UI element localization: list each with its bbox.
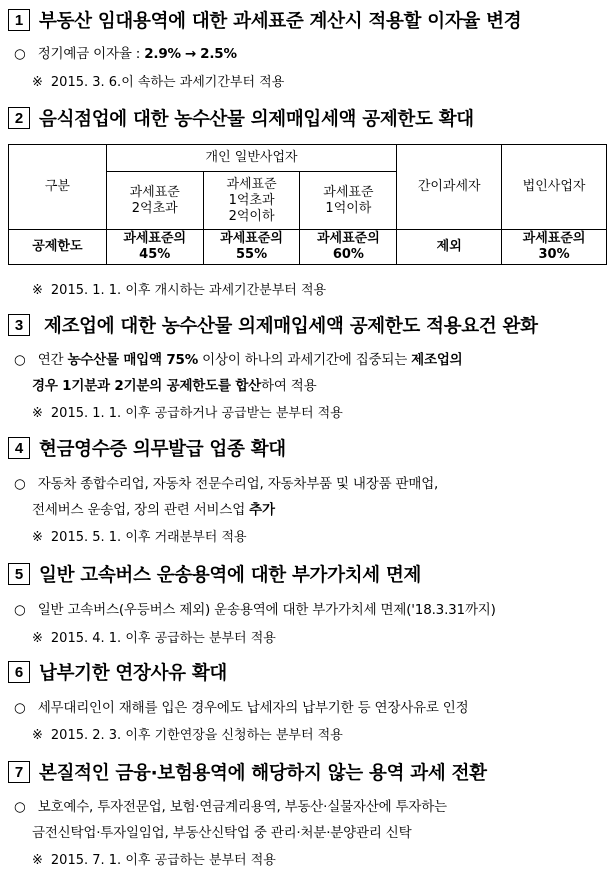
bullet-icon: ○ bbox=[14, 46, 26, 62]
section-2-heading bbox=[8, 106, 474, 130]
bullet-icon: ○ bbox=[14, 602, 26, 618]
table-header-individual: 개인 일반사업자 bbox=[106, 145, 397, 172]
section-number-box: 2 bbox=[8, 107, 30, 129]
table-header-simple: 간이과세자 bbox=[397, 145, 502, 230]
bullet-line: ○ 세무대리인이 재해를 입은 경우에도 납세자의 납부기한 등 연장사유로 인정 bbox=[14, 700, 469, 716]
note-line: ※ 2015. 7. 1. 이후 공급하는 분부터 적용 bbox=[32, 853, 276, 868]
reference-mark-icon: ※ bbox=[32, 631, 43, 646]
note-line: ※ 2015. 1. 1. 이후 공급하거나 공급받는 분부터 적용 bbox=[32, 406, 343, 421]
reference-mark-icon: ※ bbox=[32, 853, 43, 868]
bullet-line: ○ 일반 고속버스(우등버스 제외) 운송용역에 대한 부가가치세 면제('18.3.31까지) bbox=[14, 602, 496, 618]
reference-mark-icon: ※ bbox=[32, 283, 43, 298]
table-subheader: 과세표준 2억초과 bbox=[106, 172, 203, 230]
section-number-box: 7 bbox=[8, 761, 30, 783]
table-subheader: 과세표준 1억초과 2억이하 bbox=[203, 172, 300, 230]
bullet-line: ○ 정기예금 이자율 : 2.9% → 2.5% bbox=[14, 46, 237, 62]
deduction-limit-table bbox=[8, 144, 607, 265]
bullet-icon: ○ bbox=[14, 799, 26, 815]
section-title: 음식점업에 대한 농수산물 의제매입세액 공제한도 확대 bbox=[39, 109, 474, 130]
table-cell: 제외 bbox=[397, 230, 502, 265]
table-row-label: 공제한도 bbox=[9, 230, 107, 265]
section-3-heading bbox=[8, 313, 538, 337]
note-line: ※ 2015. 1. 1. 이후 개시하는 과세기간분부터 적용 bbox=[32, 283, 327, 298]
bullet-continuation: 경우 1기분과 2기분의 공제한도를 합산하여 적용 bbox=[32, 378, 317, 394]
section-title: 본질적인 금융·보험용역에 해당하지 않는 용역 과세 전환 bbox=[39, 763, 487, 784]
bullet-icon: ○ bbox=[14, 352, 26, 368]
section-title: 납부기한 연장사유 확대 bbox=[39, 663, 227, 684]
table-cell: 과세표준의 30% bbox=[502, 230, 607, 265]
bullet-continuation: 전세버스 운송업, 장의 관련 서비스업 추가 bbox=[32, 502, 275, 518]
section-number-box: 1 bbox=[8, 9, 30, 31]
reference-mark-icon: ※ bbox=[32, 728, 43, 743]
section-1-heading bbox=[8, 8, 521, 32]
note-line: ※ 2015. 4. 1. 이후 공급하는 분부터 적용 bbox=[32, 631, 276, 646]
table-cell: 과세표준의 55% bbox=[203, 230, 300, 265]
section-number-box: 3 bbox=[8, 314, 30, 336]
section-7-heading bbox=[8, 760, 487, 784]
reference-mark-icon: ※ bbox=[32, 75, 43, 90]
bullet-line: ○ 자동차 종합수리업, 자동차 전문수리업, 자동차부품 및 내장품 판매업, bbox=[14, 476, 439, 492]
bullet-icon: ○ bbox=[14, 476, 26, 492]
bullet-continuation: 금전신탁업·투자일임업, 부동산신탁업 중 관리·처분·분양관리 신탁 bbox=[32, 825, 412, 841]
section-title: 제조업에 대한 농수산물 의제매입세액 공제한도 적용요건 완화 bbox=[44, 316, 538, 337]
table-header-corp: 법인사업자 bbox=[502, 145, 607, 230]
reference-mark-icon: ※ bbox=[32, 406, 43, 421]
table-header-gubun: 구분 bbox=[9, 145, 107, 230]
table-cell: 과세표준의 60% bbox=[300, 230, 397, 265]
bullet-line: ○ 보호예수, 투자전문업, 보험·연금계리용역, 부동산·실물자산에 투자하는 bbox=[14, 799, 447, 815]
bullet-icon: ○ bbox=[14, 700, 26, 716]
bullet-line: ○ 연간 농수산물 매입액 75% 이상이 하나의 과세기간에 집중되는 제조업의 bbox=[14, 352, 463, 368]
section-title: 부동산 임대용역에 대한 과세표준 계산시 적용할 이자율 변경 bbox=[39, 11, 522, 32]
section-4-heading bbox=[8, 436, 286, 460]
section-title: 일반 고속버스 운송용역에 대한 부가가치세 면제 bbox=[39, 565, 422, 586]
section-title: 현금영수증 의무발급 업종 확대 bbox=[39, 439, 286, 460]
table-subheader: 과세표준 1억이하 bbox=[300, 172, 397, 230]
reference-mark-icon: ※ bbox=[32, 530, 43, 545]
note-line: ※ 2015. 3. 6.이 속하는 과세기간부터 적용 bbox=[32, 75, 285, 90]
section-number-box: 6 bbox=[8, 661, 30, 683]
table-cell: 과세표준의 45% bbox=[106, 230, 203, 265]
section-5-heading bbox=[8, 562, 421, 586]
section-6-heading bbox=[8, 660, 227, 684]
note-line: ※ 2015. 5. 1. 이후 거래분부터 적용 bbox=[32, 530, 247, 545]
section-number-box: 5 bbox=[8, 563, 30, 585]
section-number-box: 4 bbox=[8, 437, 30, 459]
note-line: ※ 2015. 2. 3. 이후 기한연장을 신청하는 분부터 적용 bbox=[32, 728, 343, 743]
